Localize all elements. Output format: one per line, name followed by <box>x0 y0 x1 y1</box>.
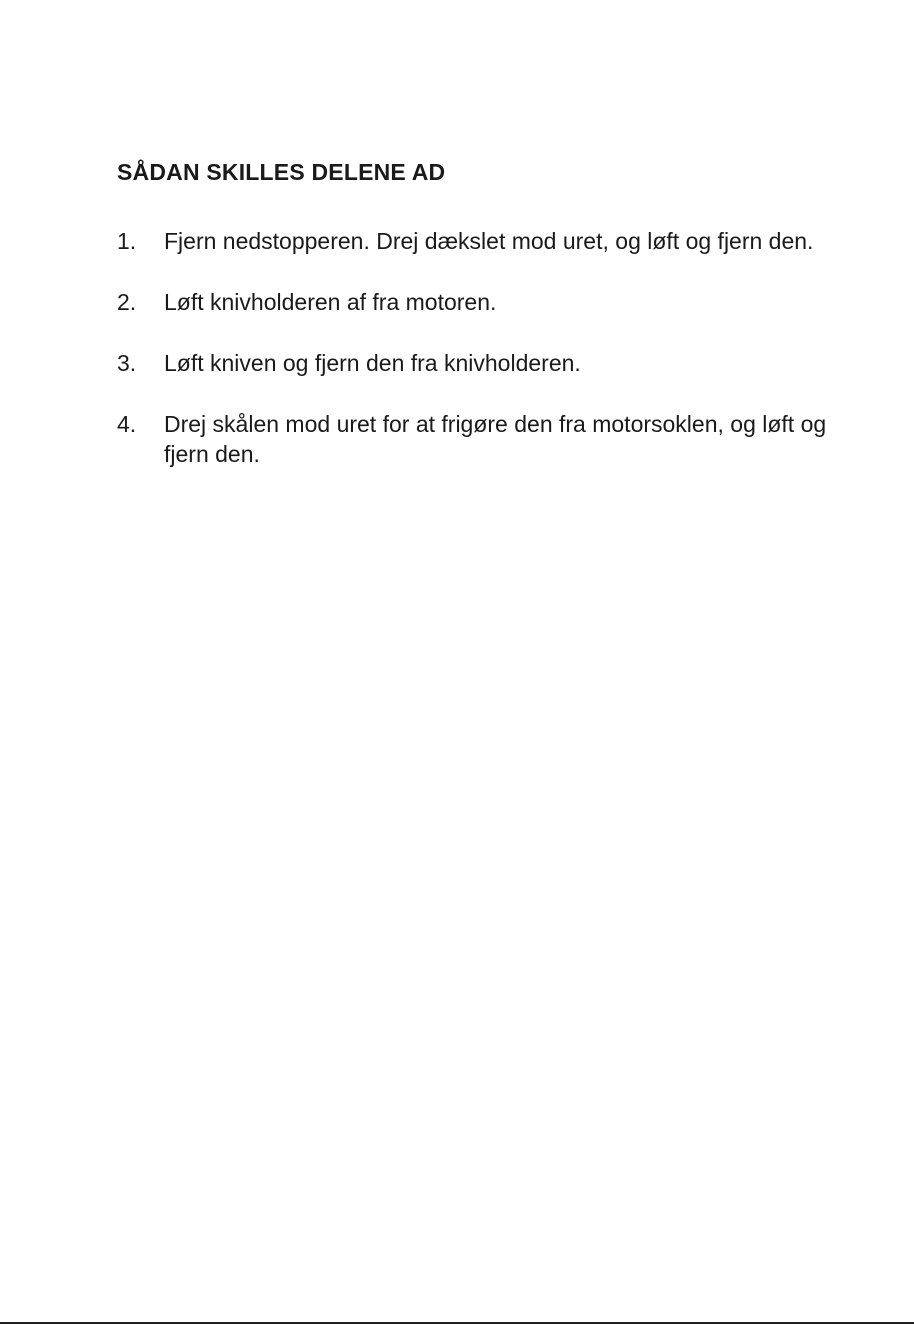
step-number: 1. <box>117 228 137 254</box>
section-heading: SÅDAN SKILLES DELENE AD <box>117 159 446 185</box>
instruction-step <box>117 287 837 317</box>
instruction-step <box>117 348 837 378</box>
step-number: 3. <box>117 350 137 376</box>
step-text: Løft knivholderen af fra motoren. <box>164 289 497 315</box>
step-number: 4. <box>117 411 137 437</box>
instruction-list <box>117 226 837 469</box>
instruction-step <box>117 409 837 469</box>
step-text: Fjern nedstopperen. Drej dækslet mod uret, og løft og fjern den. <box>164 228 814 254</box>
step-text: Løft kniven og fjern den fra knivholderen. <box>164 350 581 376</box>
step-text: Drej skålen mod uret for at frigøre den fra motorsoklen, og løft og fjern den. <box>164 411 827 467</box>
instruction-step <box>117 226 837 256</box>
step-number: 2. <box>117 289 137 315</box>
